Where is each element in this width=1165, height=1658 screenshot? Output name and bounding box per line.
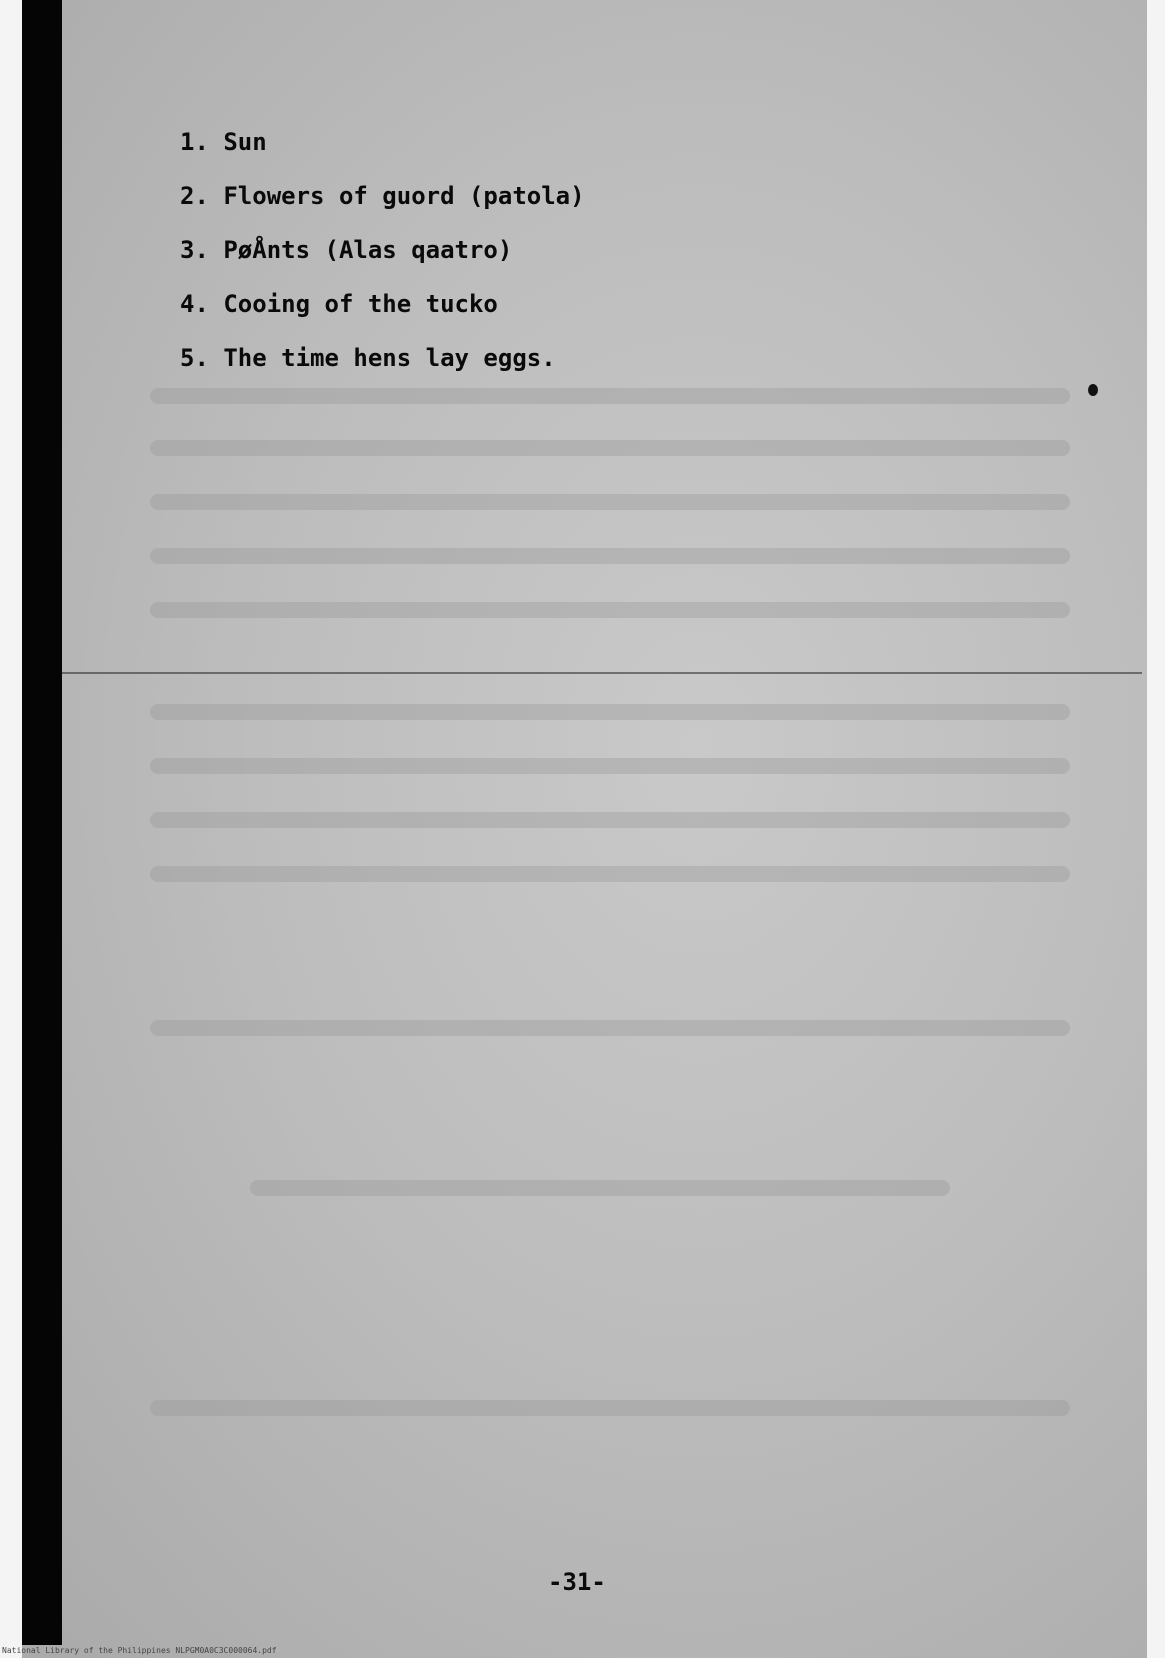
footer-source: National Library of the Philippines NLPGM0A0C3C000064.pdf [2, 1646, 277, 1655]
list-item: 4. Cooing of the tucko [180, 290, 498, 318]
bleed-through-line [250, 1180, 950, 1196]
left-margin [0, 0, 22, 1658]
bleed-through-line [150, 440, 1070, 456]
bleed-through-line [150, 548, 1070, 564]
bleed-through-line [150, 866, 1070, 882]
binding-shadow [22, 0, 62, 1645]
bleed-through-line [150, 812, 1070, 828]
list-item: 5. The time hens lay eggs. [180, 344, 556, 372]
bleed-through-line [150, 704, 1070, 720]
list-item: 1. Sun [180, 128, 267, 156]
bleed-through-line [150, 494, 1070, 510]
right-margin [1147, 0, 1165, 1658]
bleed-through-line [150, 1020, 1070, 1036]
ink-spot [1088, 384, 1098, 396]
indicator-list [180, 128, 585, 398]
list-item: 3. PøÅnts (Alas qaatro) [180, 236, 513, 264]
list-item: 2. Flowers of guord (patola) [180, 182, 585, 210]
bleed-through-line [150, 1400, 1070, 1416]
fold-crease [62, 672, 1142, 674]
bleed-through-line [150, 758, 1070, 774]
bleed-through-line [150, 602, 1070, 618]
page-number: -31- [548, 1568, 606, 1596]
